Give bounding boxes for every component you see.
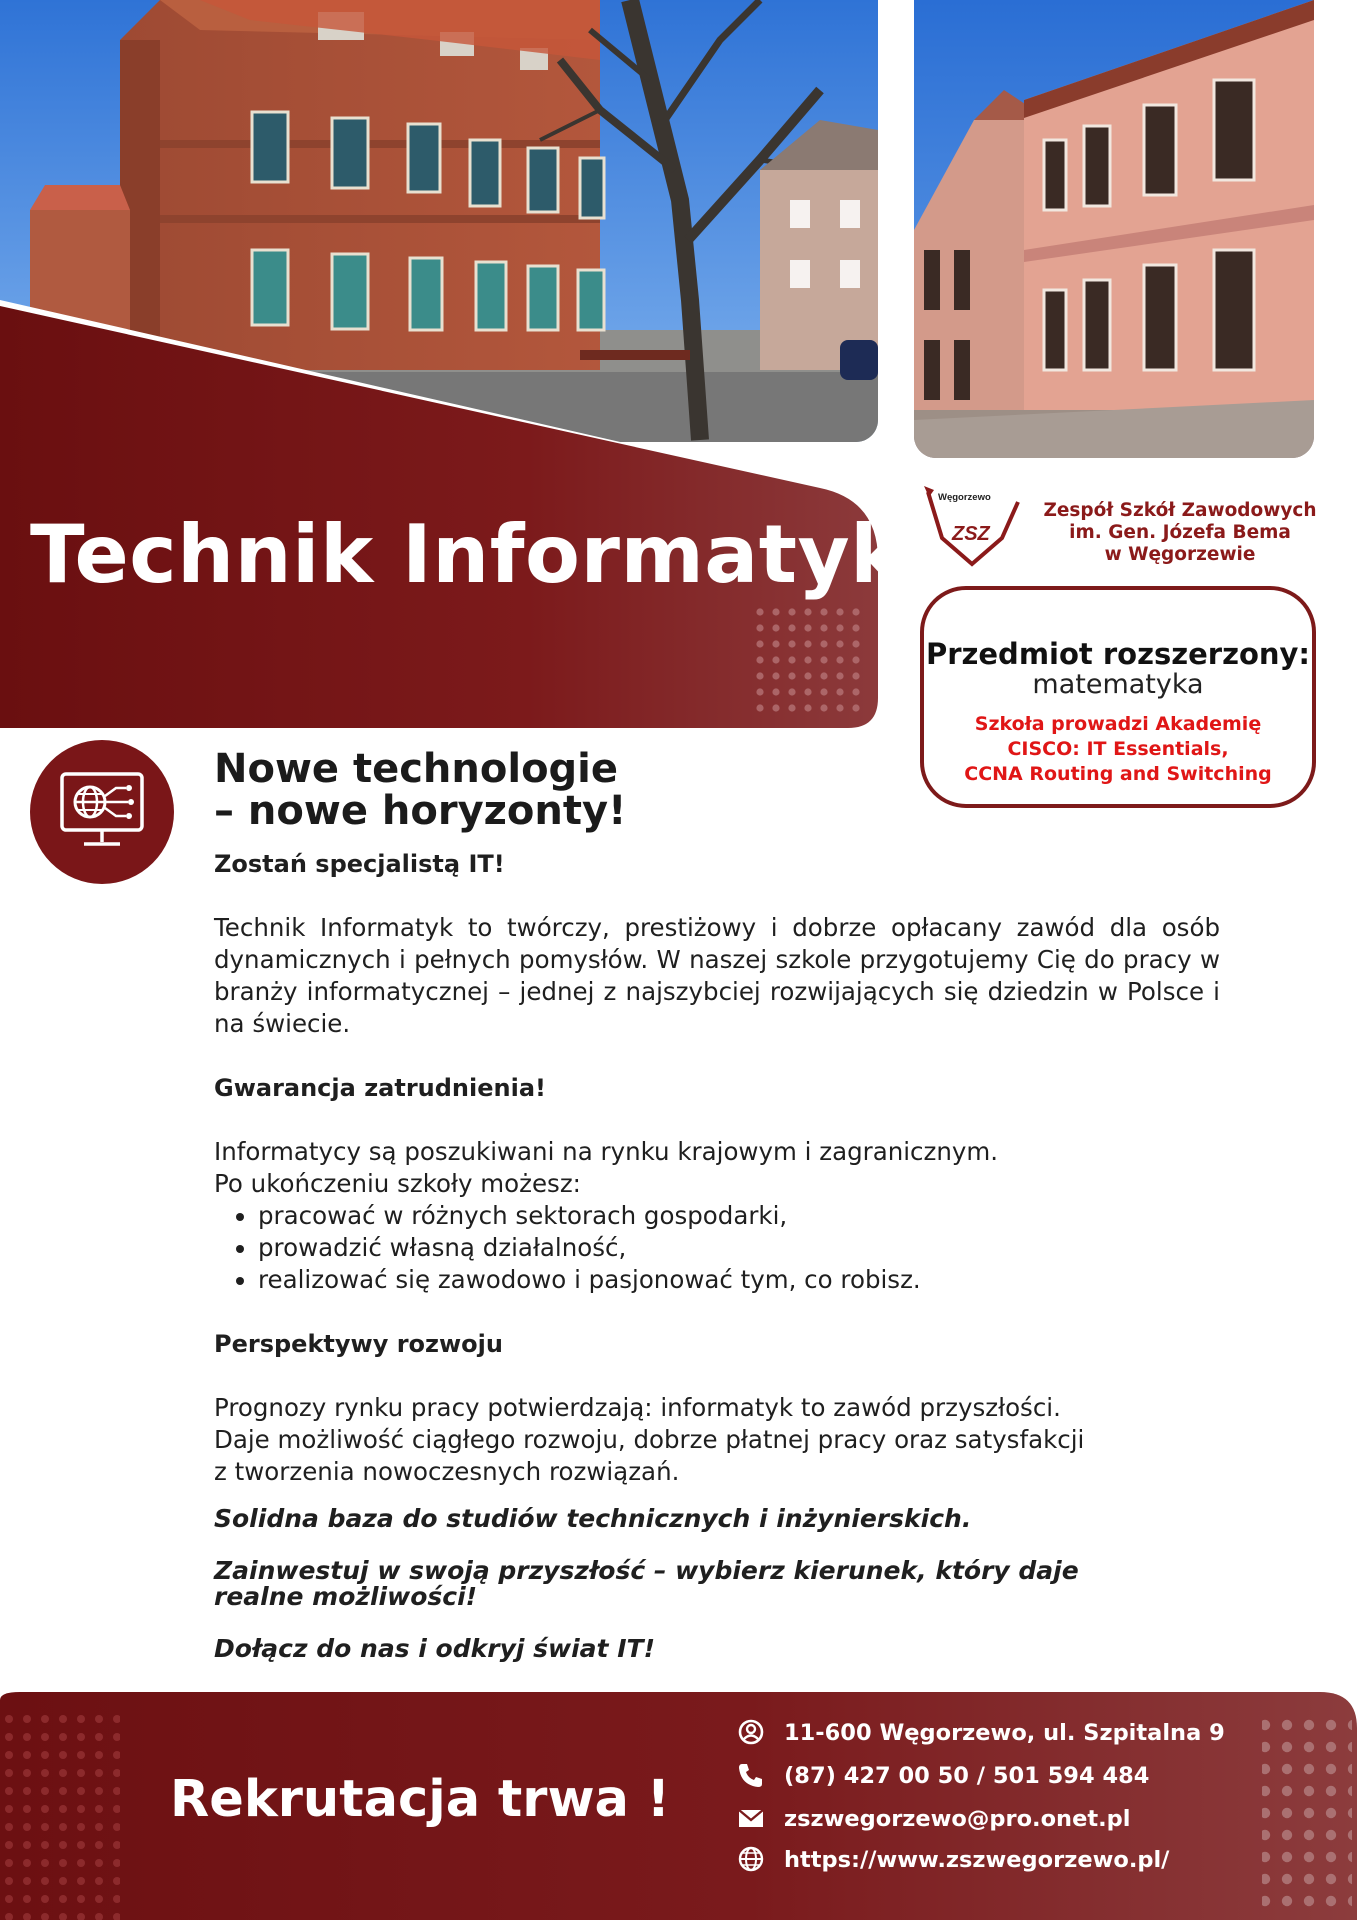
svg-text:ZSZ: ZSZ bbox=[952, 523, 990, 545]
main-content bbox=[214, 848, 1220, 1662]
school-annex-photo bbox=[914, 0, 1314, 458]
subject-box bbox=[920, 586, 1316, 808]
perspectives-line3: z tworzenia nowoczesnych rozwiązań. bbox=[214, 1457, 680, 1486]
headline-line2: – nowe horyzonty! bbox=[214, 788, 627, 834]
perspectives-line2: Daje możliwość ciągłego rozwoju, dobrze płatnej pracy oraz satysfakcji bbox=[214, 1425, 1085, 1454]
computer-globe-icon bbox=[30, 740, 174, 884]
list-item: • prowadzić własną działalność, bbox=[258, 1232, 1220, 1264]
heading-employment: Gwarancja zatrudnienia! bbox=[214, 1074, 546, 1102]
intro-paragraph: Technik Informatyk to twórczy, prestiżowy i dobrze opłacany zawód dla osób dynamicznych i pełnych pomysłów. W naszej szkole przygotujemy Cię do pracy w branży informatycznej – jednej z najszybciej rozwijających się dziedzin w Polsce i na świecie. bbox=[214, 913, 1220, 1038]
address-row bbox=[736, 1716, 1225, 1750]
website-row[interactable] bbox=[736, 1843, 1169, 1877]
slogan-invest: Zainwestuj w swoją przyszłość – wybierz kierunek, który daje realne możliwości! bbox=[214, 1556, 1079, 1611]
slogan-studies: Solidna baza do studiów technicznych i inżynierskich. bbox=[214, 1504, 972, 1533]
email-icon bbox=[736, 1803, 770, 1837]
slogan-join: Dołącz do nas i odkryj świat IT! bbox=[214, 1634, 655, 1663]
phone-row bbox=[736, 1759, 1149, 1793]
list-item: • pracować w różnych sektorach gospodarki, bbox=[258, 1200, 1220, 1232]
svg-text:Węgorzewo: Węgorzewo bbox=[938, 492, 991, 503]
website-link[interactable]: https://www.zszwegorzewo.pl/ bbox=[784, 1847, 1170, 1873]
employment-line1: Informatycy są poszukiwani na rynku krajowym i zagranicznym. bbox=[214, 1137, 999, 1166]
subject-value: matematyka bbox=[1032, 669, 1204, 700]
email-link[interactable]: zszwegorzewo@pro.onet.pl bbox=[784, 1806, 1131, 1832]
cisco-note-line1: Szkoła prowadzi Akademię bbox=[974, 713, 1262, 735]
employment-line2: Po ukończeniu szkoły możesz: bbox=[214, 1169, 581, 1198]
school-name-line1: Zespół Szkół Zawodowych bbox=[1043, 500, 1317, 521]
page-title: Technik Informatyk bbox=[30, 508, 904, 601]
recruitment-banner-text: Rekrutacja trwa ! bbox=[170, 1770, 670, 1829]
cisco-note-line3: CCNA Routing and Switching bbox=[964, 763, 1272, 785]
subject-title: Przedmiot rozszerzony: bbox=[925, 637, 1311, 671]
heading-perspectives: Perspektywy rozwoju bbox=[214, 1330, 503, 1358]
phone-icon bbox=[736, 1760, 770, 1794]
career-options-list bbox=[214, 1200, 1220, 1296]
headline-line1: Nowe technologie bbox=[214, 746, 619, 792]
school-name-line3: w Węgorzewie bbox=[1104, 544, 1256, 565]
perspectives-line1: Prognozy rynku pracy potwierdzają: informatyk to zawód przyszłości. bbox=[214, 1393, 1061, 1422]
school-name bbox=[1030, 500, 1330, 566]
list-item: • realizować się zawodowo i pasjonować tym, co robisz. bbox=[258, 1264, 1220, 1296]
headline bbox=[214, 748, 626, 832]
cisco-note bbox=[924, 712, 1312, 787]
school-logo bbox=[924, 484, 1020, 570]
phone-text: (87) 427 00 50 / 501 594 484 bbox=[784, 1763, 1150, 1789]
globe-icon bbox=[736, 1844, 770, 1878]
cisco-note-line2: CISCO: IT Essentials, bbox=[1007, 738, 1229, 760]
address-text: 11-600 Węgorzewo, ul. Szpitalna 9 bbox=[784, 1720, 1225, 1746]
email-row[interactable] bbox=[736, 1802, 1130, 1836]
school-name-line2: im. Gen. Józefa Bema bbox=[1069, 522, 1291, 543]
location-icon bbox=[736, 1717, 770, 1751]
heading-specialist: Zostań specjalistą IT! bbox=[214, 850, 505, 878]
